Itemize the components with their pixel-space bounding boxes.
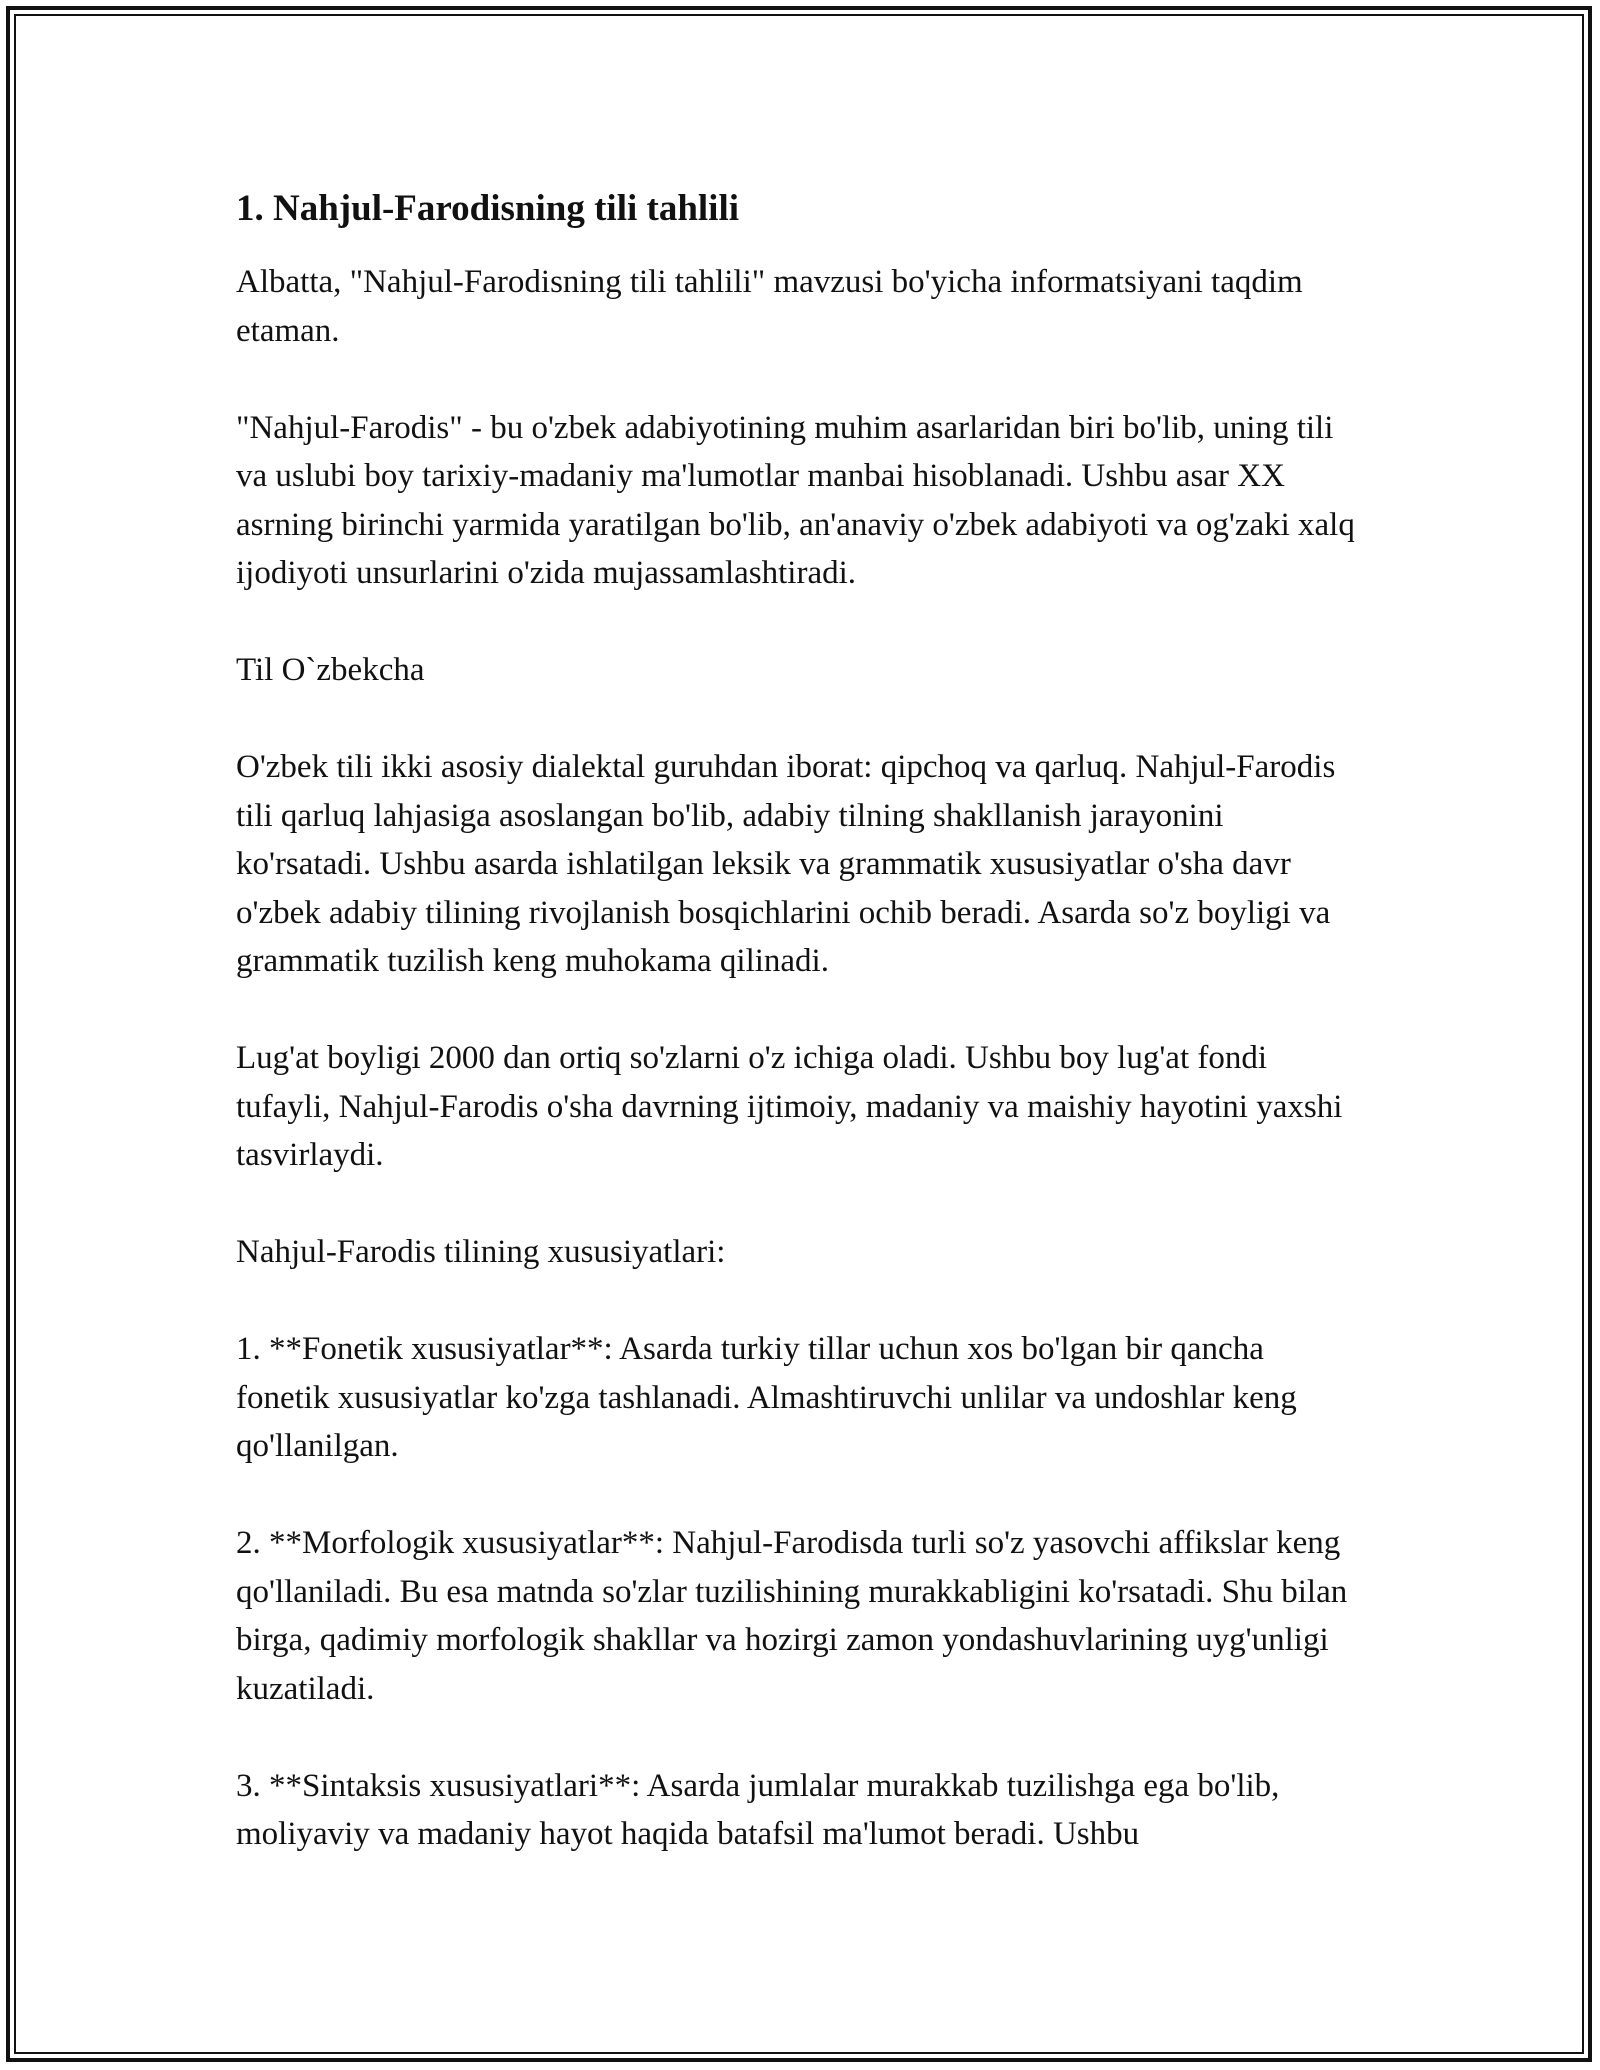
paragraph-vocabulary: Lug'at boyligi 2000 dan ortiq so'zlarni o'z ichiga oladi. Ushbu boy lug'at fondi tufayli, Nahjul-Farodis o'sha davrning ijtimoiy, madaniy va maishiy hayotini yaxshi tasvirlaydi. (236, 1040, 1343, 1173)
list-item-phonetic: 1. **Fonetik xususiyatlar**: Asarda turkiy tillar uchun xos bo'lgan bir qancha fonetik xususiyatlar ko'zga tashlanadi. Almashtiruvchi unlilar va undoshlar keng qo'llanilgan. (236, 1331, 1297, 1464)
document-body (236, 186, 1356, 1859)
paragraph-features-heading: Nahjul-Farodis tilining xususiyatlari: (236, 1234, 726, 1270)
paragraph-overview: "Nahjul-Farodis" - bu o'zbek adabiyotining muhim asarlaridan biri bo'lib, uning tili va uslubi boy tarixiy-madaniy ma'lumotlar manbai hisoblanadi. Ushbu asar XX asrning birinchi yarmida yaratilgan bo'lib, an'anaviy o'zbek adabiyoti va og'zaki xalq ijodiyoti unsurlarini o'zida mujassamlashtiradi. (236, 409, 1355, 591)
document-title: 1. Nahjul-Farodisning tili tahlili (236, 188, 740, 229)
paragraph-language-label: Til O`zbekcha (236, 652, 425, 688)
list-item-morphological: 2. **Morfologik xususiyatlar**: Nahjul-Farodisda turli so'z yasovchi affikslar keng qo'llaniladi. Bu esa matnda so'zlar tuzilishining murakkabligini ko'rsatadi. Shu bilan birga, qadimiy morfologik shakllar va hozirgi zamon yondashuvlarining uyg'unligi kuzatiladi. (236, 1525, 1348, 1707)
list-item-syntactic: 3. **Sintaksis xususiyatlari**: Asarda jumlalar murakkab tuzilishga ega bo'lib, moliyaviy va madaniy hayot haqida batafsil ma'lumot beradi. Ushbu (236, 1767, 1280, 1852)
paragraph-intro: Albatta, "Nahjul-Farodisning tili tahlili" mavzusi bo'yicha informatsiyani taqdim etaman. (236, 264, 1303, 349)
paragraph-dialects: O'zbek tili ikki asosiy dialektal guruhdan iborat: qipchoq va qarluq. Nahjul-Farodis tili qarluq lahjasiga asoslangan bo'lib, adabiy tilning shakllanish jarayonini ko'rsatadi. Ushbu asarda ishlatilgan leksik va grammatik xususiyatlar o'sha davr o'zbek adabiy tilining rivojlanish bosqichlarini ochib beradi. Asarda so'z boyligi va grammatik tuzilish keng muhokama qilinadi. (236, 749, 1336, 979)
